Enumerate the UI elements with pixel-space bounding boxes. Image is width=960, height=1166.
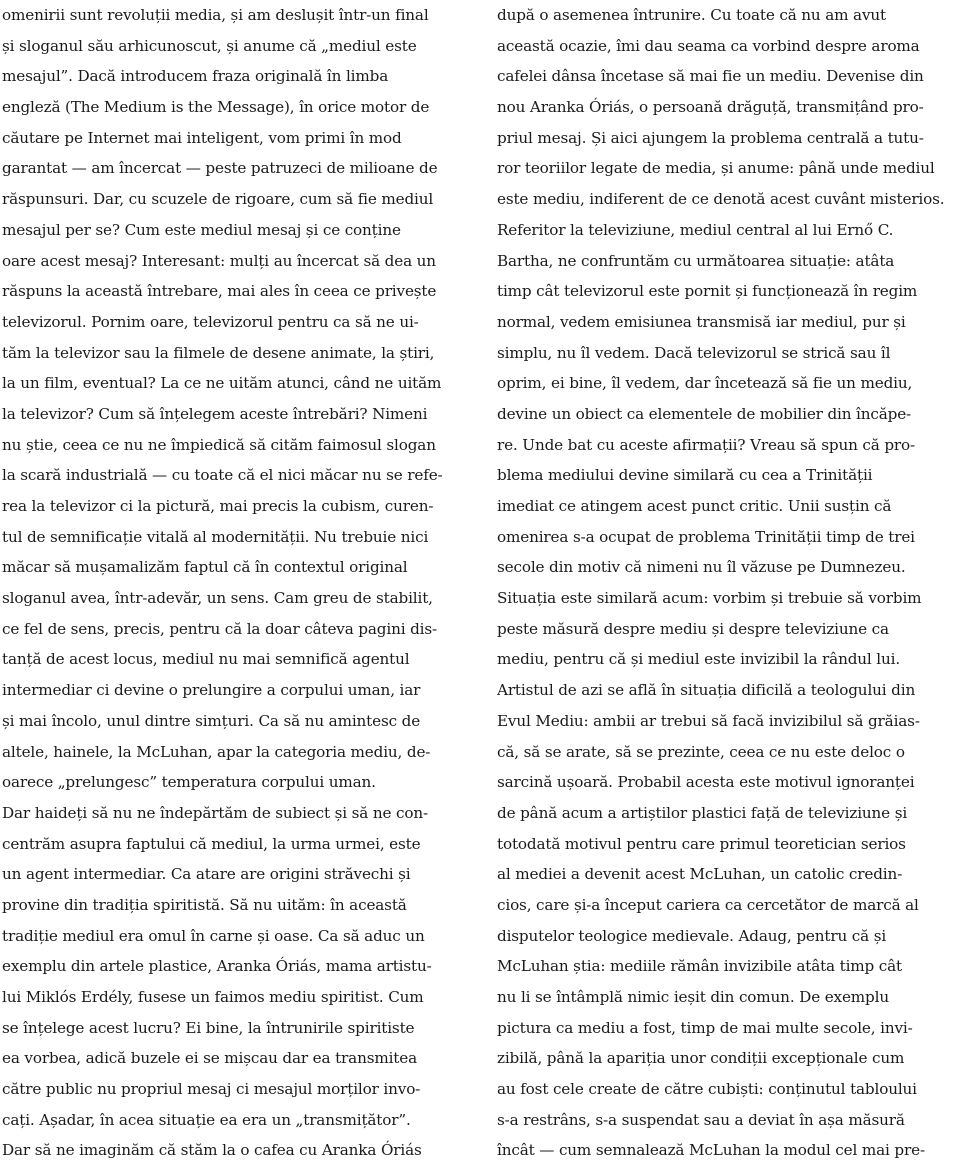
right-column-line: după o asemenea întrunire. Cu toate că nu am avut — [497, 6, 886, 24]
left-column-line: exemplu din artele plastice, Aranka Óriás, mama artistu- — [2, 957, 432, 976]
right-column-line: este mediu, indiferent de ce denotă acest cuvânt misterios. — [497, 190, 945, 209]
right-column-line: peste măsură despre mediu și despre televiziune ca — [497, 619, 889, 638]
left-column-line: garantat — am încercat — peste patruzeci de milioane de — [2, 159, 438, 178]
right-column-line: că, să se arate, să se prezinte, ceea ce nu este deloc o — [497, 742, 905, 761]
left-column-line: oarece „prelungesc” temperatura corpului uman. — [2, 773, 376, 792]
right-column-line: devine un obiect ca elementele de mobilier din încăpe- — [497, 404, 912, 423]
right-column-line: timp cât televizorul este pornit și funcționează în regim — [497, 282, 918, 301]
right-column-line: cios, care și-a început cariera ca cercetător de marcă al — [497, 895, 919, 914]
right-column-line: au fost cele create de către cubiști: conținutul tabloului — [497, 1080, 917, 1099]
right-column-line: omenirea s-a ocupat de problema Trinității timp de trei — [497, 527, 915, 546]
left-column-line: căutare pe Internet mai inteligent, vom primi în mod — [2, 128, 402, 147]
left-column-line: provine din tradiția spiritistă. Să nu uităm: în această — [2, 895, 407, 914]
left-column-line: oare acest mesaj? Interesant: mulți au încercat să dea un — [2, 251, 436, 270]
right-column-line: Bartha, ne confruntăm cu următoarea situație: atâta — [497, 251, 895, 270]
left-column-line: Dar să ne imaginăm că stăm la o cafea cu Aranka Óriás — [2, 1141, 422, 1160]
left-column-line: la scară industrială — cu toate că el nici măcar nu se refe- — [2, 466, 443, 485]
left-column-line: ce fel de sens, precis, pentru că la doar câteva pagini dis- — [2, 619, 437, 638]
left-column-line: centrăm asupra faptului că mediul, la urma urmei, este — [2, 834, 421, 853]
right-column-line: re. Unde bat cu aceste afirmații? Vreau să spun că pro- — [497, 435, 916, 454]
left-column-line: răspunsuri. Dar, cu scuzele de rigoare, cum să fie mediul — [2, 190, 434, 209]
left-column-line: mesajul”. Dacă introducem fraza originală în limba — [2, 67, 389, 86]
right-column-line: nou Aranka Óriás, o persoană drăguță, transmițând pro- — [497, 98, 924, 117]
right-column-line: zibilă, până la apariția unor condiții excepționale cum — [497, 1049, 905, 1068]
left-column-line: sloganul avea, într-adevăr, un sens. Cam greu de stabilit, — [2, 589, 433, 608]
left-column-line: engleză (The Medium is the Message), în orice motor de — [2, 98, 430, 117]
left-column-line: mesajul per se? Cum este mediul mesaj și ce conține — [2, 220, 401, 239]
right-column-line: de până acum a artiștilor plastici față de televiziune și — [497, 803, 908, 822]
right-column-line: imediat ce atingem acest punct critic. Unii susțin că — [497, 497, 892, 515]
left-column-line: tanță de acest locus, mediul nu mai semnifică agentul — [2, 650, 410, 669]
right-column-line: Evul Mediu: ambii ar trebui să facă invizibilul să grăias- — [497, 711, 920, 730]
right-column-line: normal, vedem emisiunea transmisă iar mediul, pur și — [497, 312, 906, 331]
left-column-line: tradiție mediul era omul în carne și oase. Ca să aduc un — [2, 926, 425, 945]
right-column-line: simplu, nu îl vedem. Dacă televizorul se strică sau îl — [497, 343, 891, 362]
right-column-line: oprim, ei bine, îl vedem, dar încetează să fie un mediu, — [497, 374, 913, 393]
right-column-line: mediu, pentru că și mediul este invizibil la rândul lui. — [497, 650, 901, 669]
right-column-line: această ocazie, îmi dau seama ca vorbind despre aroma — [497, 36, 920, 55]
left-column-line: un agent intermediar. Ca atare are origini străvechi și — [2, 865, 411, 884]
left-column-line: tul de semnificație vitală al modernității. Nu trebuie nici — [2, 527, 429, 546]
right-column-line: al mediei a devenit acest McLuhan, un catolic credin- — [497, 865, 903, 884]
right-column-line: cafelei dânsa încetase să mai fie un mediu. Devenise din — [497, 67, 924, 86]
left-column-line: și sloganul său arhicunoscut, și anume că „mediul este — [2, 36, 417, 55]
right-column-line: pictura ca mediu a fost, timp de mai multe secole, invi- — [497, 1018, 913, 1037]
right-column-line: totodată motivul pentru care primul teoretician serios — [497, 834, 906, 853]
left-column-line: altele, hainele, la McLuhan, apar la categoria mediu, de- — [2, 742, 431, 761]
left-column-line: se înțelege acest lucru? Ei bine, la întrunirile spiritiste — [2, 1018, 415, 1037]
left-column-line: cați. Așadar, în acea situație ea era un „transmițător”. — [2, 1110, 411, 1129]
left-column-line: tăm la televizor sau la filmele de desene animate, la știri, — [2, 343, 435, 362]
left-column-line: Dar haideți să nu ne îndepărtăm de subiect și să ne con- — [2, 803, 428, 822]
left-column-line: către public nu propriul mesaj ci mesajul morților invo- — [2, 1080, 421, 1099]
right-column-line: sarcină ușoară. Probabil acesta este motivul ignoranței — [497, 773, 915, 792]
left-column-line: și mai încolo, unul dintre simțuri. Ca să nu amintesc de — [2, 711, 421, 730]
left-column-line: lui Miklós Erdély, fusese un faimos mediu spiritist. Cum — [2, 988, 424, 1006]
left-column-line: la televizor? Cum să înțelegem aceste întrebări? Nimeni — [2, 404, 428, 423]
left-column-line: omenirii sunt revoluții media, și am deslușit într-un final — [2, 6, 429, 24]
right-column-line: ror teoriilor legate de media, și anume: până unde mediul — [497, 159, 935, 178]
right-column-line: Situația este similară acum: vorbim și trebuie să vorbim — [497, 589, 922, 608]
left-column-line: televizorul. Pornim oare, televizorul pentru ca să ne ui- — [2, 312, 419, 331]
right-column-line: McLuhan știa: mediile rămân invizibile atâta timp cât — [497, 957, 903, 976]
left-column-line: la un film, eventual? La ce ne uităm atunci, când ne uităm — [2, 374, 442, 393]
right-column-line: nu li se întâmplă nimic ieșit din comun. De exemplu — [497, 988, 889, 1006]
left-column-line: intermediar ci devine o prelungire a corpului uman, iar — [2, 681, 421, 700]
right-column-line: secole din motiv că nimeni nu îl văzuse pe Dumnezeu. — [497, 558, 906, 577]
right-column-line: s-a restrâns, s-a suspendat sau a deviat în așa măsură — [497, 1110, 905, 1129]
text-column-left — [2, 0, 472, 1166]
left-column-line: răspuns la această întrebare, mai ales în ceea ce privește — [2, 282, 437, 301]
left-column-line: nu știe, ceea ce nu ne împiedică să cităm faimosul slogan — [2, 435, 436, 454]
right-column-line: Referitor la televiziune, mediul central al lui Ernő C. — [497, 220, 894, 239]
right-column-line: blema mediului devine similară cu cea a Trinității — [497, 466, 873, 485]
right-column-line: priul mesaj. Și aici ajungem la problema centrală a tutu- — [497, 128, 924, 147]
text-column-right — [497, 0, 957, 1166]
right-column-line: încât — cum semnalează McLuhan la modul cel mai pre- — [497, 1141, 925, 1160]
left-column-line: măcar să mușamalizăm faptul că în contextul original — [2, 558, 408, 577]
right-column-line: Artistul de azi se află în situația dificilă a teologului din — [497, 681, 916, 700]
left-column-line: rea la televizor ci la pictură, mai precis la cubism, curen- — [2, 497, 434, 515]
left-column-line: ea vorbea, adică buzele ei se mișcau dar ea transmitea — [2, 1049, 417, 1068]
right-column-line: disputelor teologice medievale. Adaug, pentru că și — [497, 926, 887, 945]
